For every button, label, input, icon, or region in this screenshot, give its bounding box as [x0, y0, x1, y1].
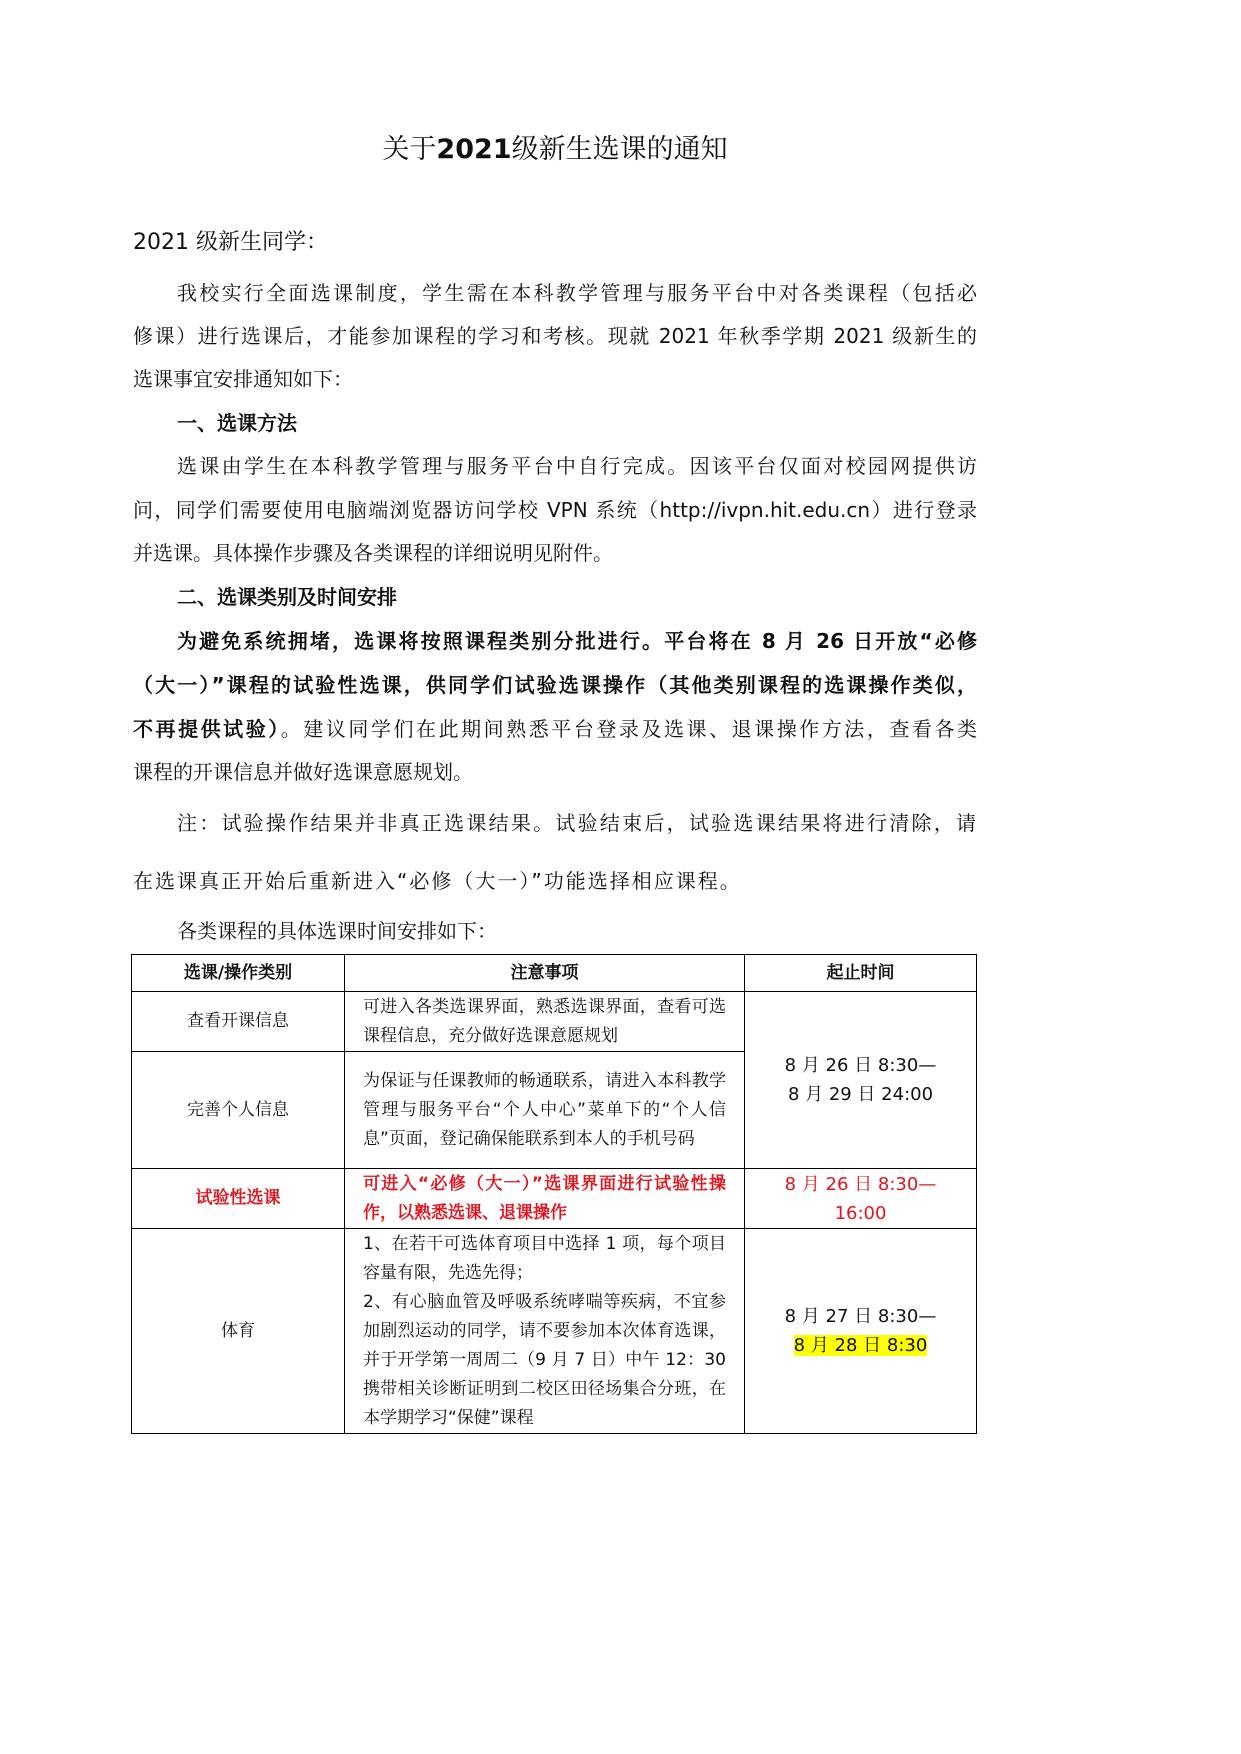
section2-line: 为避免系统拥堵，选课将按照课程类别分批进行。平台将在 8 月 26 日开放“必修 [177, 629, 977, 653]
note-item: 1、在若干可选体育项目中选择 1 项，每个项目容量有限，先选先得； [363, 1233, 726, 1283]
row-notes [345, 1229, 745, 1434]
time-start: 8 月 26 日 8:30— [784, 1055, 937, 1076]
row-notes: 可进入“必修（大一）”选课界面进行试验性操作，以熟悉选课、退课操作 [345, 1169, 745, 1229]
section1-heading: 一、选课方法 [177, 411, 297, 435]
title-year: 2021 [436, 134, 512, 165]
table-row [132, 1169, 977, 1229]
time-end: 8 月 29 日 24:00 [787, 1084, 934, 1105]
intro-line: 我校实行全面选课制度，学生需在本科教学管理与服务平台中对各类课程（包括必 [177, 281, 977, 305]
row-category: 体育 [132, 1229, 345, 1434]
row-time [745, 992, 977, 1169]
section2-line: （大一）”课程的试验性选课，供同学们试验选课操作（其他类别课程的选课操作类似， [133, 673, 977, 697]
row-category: 查看开课信息 [132, 992, 345, 1052]
section2-heading: 二、选课类别及时间安排 [177, 585, 397, 609]
time-start: 8 月 27 日 8:30— [784, 1306, 937, 1327]
title-suffix: 级新生选课的通知 [511, 134, 728, 165]
row-notes: 为保证与任课教师的畅通联系，请进入本科教学管理与服务平台“个人中心”菜单下的“个人信息”页面，登记确保能联系到本人的手机号码 [345, 1052, 745, 1169]
header-category: 选课/操作类别 [132, 955, 345, 992]
table-row [132, 1229, 977, 1434]
page-title [0, 130, 1110, 170]
schedule-table [131, 954, 977, 1434]
header-time: 起止时间 [745, 955, 977, 992]
table-row [132, 992, 977, 1052]
row-category: 完善个人信息 [132, 1052, 345, 1169]
row-time: 8 月 26 日 8:30—16:00 [745, 1169, 977, 1229]
row-notes: 可进入各类选课界面，熟悉选课界面，查看可选课程信息，充分做好选课意愿规划 [345, 992, 745, 1052]
section1-line: 选课由学生在本科教学管理与服务平台中自行完成。因该平台仅面对校园网提供访 [177, 454, 977, 478]
section1-line: 问，同学们需要使用电脑端浏览器访问学校 VPN 系统（http://ivpn.hit.edu.cn）进行登录 [133, 498, 977, 522]
greeting: 2021 级新生同学： [133, 230, 328, 255]
row-time [745, 1229, 977, 1434]
section2-line [133, 714, 977, 744]
intro-line: 选课事宜安排通知如下： [133, 367, 353, 391]
section2-line: 课程的开课信息并做好选课意愿规划。 [133, 760, 473, 784]
time-end-highlighted: 8 月 28 日 8:30 [793, 1335, 928, 1356]
table-header-row [132, 955, 977, 992]
section1-line: 并选课。具体操作步骤及各类课程的详细说明见附件。 [133, 541, 613, 565]
table-intro: 各类课程的具体选课时间安排如下： [177, 919, 497, 943]
header-notes: 注意事项 [345, 955, 745, 992]
bold-segment: 不再提供试验） [133, 717, 281, 741]
title-prefix: 关于 [382, 134, 437, 165]
intro-line: 修课）进行选课后，才能参加课程的学习和考核。现就 2021 年秋季学期 2021 级新生的 [133, 324, 977, 348]
note-line: 在选课真正开始后重新进入“必修（大一）”功能选择相应课程。 [133, 869, 742, 893]
text-segment: 。建议同学们在此期间熟悉平台登录及选课、退课操作方法，查看各类 [280, 717, 978, 741]
note-item: 2、有心脑血管及呼吸系统哮喘等疾病，不宜参加剧烈运动的同学，请不要参加本次体育选课，并于开学第一周周二（9 月 7 日）中午 12：30 携带相关诊断证明到二校区田径场集合分班，在本学期学习“保健”课程 [363, 1291, 726, 1428]
note-line: 注：试验操作结果并非真正选课结果。试验结束后，试验选课结果将进行清除，请 [177, 811, 977, 835]
row-category: 试验性选课 [132, 1169, 345, 1229]
